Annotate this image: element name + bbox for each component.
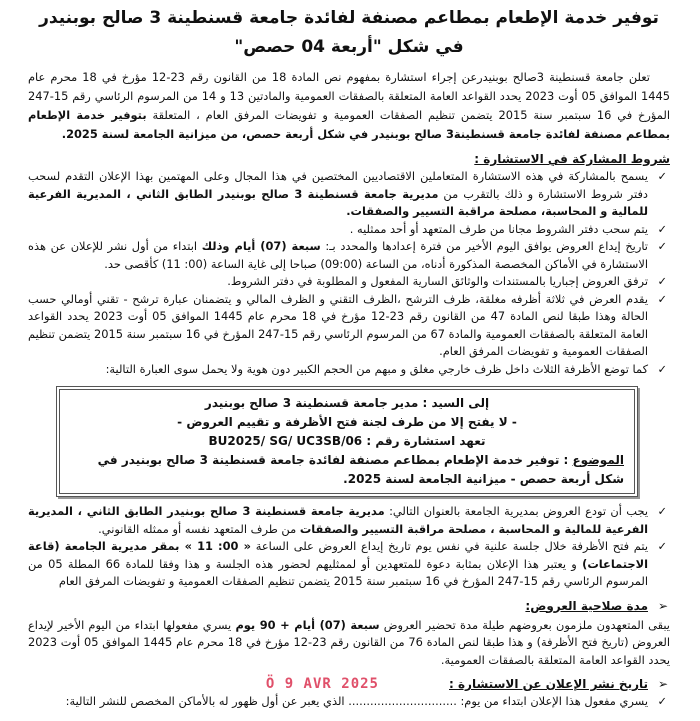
participation-conditions-list [28,168,670,378]
item-text: يجب أن تودع العروض بمديرية الجامعة بالعنوان التالي: [384,504,648,518]
list-item [28,361,670,379]
list-item [28,538,670,591]
date-blank: .............................. [348,694,457,708]
envelope-label-box [56,386,638,497]
intro-paragraph [28,68,670,144]
arrow-icon: ➢ [657,598,668,613]
title-line-1: توفير خدمة الإطعام بمطاعم مصنفة لفائدة جامعة قسنطينة 3 صالح بوبنيدر [39,8,659,28]
checkmark-icon: ✓ [657,504,667,518]
item-text: يسري مفعول هذا الإعلان ابتداء من يوم: [456,694,648,708]
title-line-2: في شكل "أربعة 04 حصص" [234,37,464,57]
checkmark-icon: ✓ [657,291,667,306]
list-item [28,503,670,538]
publication-list [28,693,670,711]
list-item [28,238,670,273]
date-stamp: Ö 9 AVR 2025 [265,676,379,692]
item-text: يسمح بالمشاركة في هذه الاستشارة المتعاملين الاقتصاديين المختصين في هذا المجال وعلى المهتمين بهذا الإعلان التقدم لسحب دفتر شروط الاستشارة و ذلك بالتقرب من [28,169,648,201]
item-text: من طرف المتعهد نفسه أو ممثله القانوني. [98,521,300,536]
checkmark-icon: ✓ [657,361,667,376]
list-item [28,221,670,239]
intro-bold-text: بتوفير خدمة الإطعام بمطاعم مصنفة لفائدة جامعة قسنطينة3 صالح بوبنيدر في شكل أربعة حصص، من ميزانية الجامعة لسنة 2025. [28,108,670,141]
checkmark-icon: ✓ [657,539,667,553]
validity-text: يسري مفعولها ابتداء من اليوم الأخير لإيداع العروض (تاريخ فتح الأظرفة) و هذا طبقا لنص المادة 76 من القانون رقم 23-12 مؤرخ في 18 محرم عام 1445 الموافق 05 أوت 2023 يحدد القواعد العامة المتعلقة بالصفقات العمومية. [28,617,670,667]
arrow-icon: ➢ [657,677,668,691]
item-text: ترفق العروض إجباريا بالمستندات والوثائق السارية المفعول و المطلوبة في دفتر الشروط. [227,274,648,288]
item-text: يتم فتح الأظرفة خلال جلسة علنية في نفس يوم تاريخ إيداع العروض على الساعة [250,539,648,553]
list-item [28,273,670,291]
checkmark-icon: ✓ [657,694,667,708]
item-bold-text: مديرية جامعة قسنطينة 3 صالح بوبنيدر الطابق الثاني ، المديرية الفرعية للمالية و المحاسبة، مصلحة مراقبة التسيير والصفقات. [28,186,648,218]
list-item [28,291,670,361]
item-text: و يعتبر هذا الإعلان بمثابة دعوة للمتعهدين أو لممثليهم لحضور هذه الجلسة و هذا وفقا للمادة 66 المطلة 05 من المرسوم الرئاسي رقم 15-247 المؤرخ في 16 سبتمبر سنة 2015 يتضمن تنظيم الصفقات العمومية و تفويضات المرفق العام [28,556,648,588]
item-bold-text: « 00: 11 » بمقر مديرية الجامعة (قاعة الاجتماعات) [28,539,648,571]
item-bold-text: سبعة (07) أيام وذلك [201,239,321,253]
validity-paragraph [28,617,670,670]
submission-list [28,503,670,591]
intro-text: تعلن جامعة قسنطينة 3صالح بوبنيدرعن إجراء استشارة بمفهوم نص المادة 18 من القانون رقم 23-12 مؤرخ في 18 محرم عام 1445 الموافق 05 أوت 2023 يحدد القواعد العامة المتعلقة بالصفقات العمومية والمادتين 13 و 14 من المرسوم الرئاسي رقم 15-247 المؤرخ في 16 سبتمبر سنة 2015 يتضمن تنظيم الصفقات العمومية و تفويضات المرفق العام ، المتعلقة [28,70,671,122]
publication-heading [28,675,670,693]
item-text: كما توضع الأظرفة الثلاث داخل ظرف خارجي مغلق و مبهم من الحجم الكبير دون هوية ولا يحمل سوى العبارة التالية: [105,361,648,376]
envelope-addressee: إلى السيد : مدير جامعة قسنطينة 3 صالح بوبنيدر [204,396,490,410]
publication-heading-text: تاريخ نشر الإعلان عن الاستشارة : [449,677,648,691]
validity-heading-text: مدة صلاحية العروض: [525,598,648,613]
list-item [28,693,670,711]
envelope-notice: - لا يفتح إلا من طرف لجنة فتح الأظرفة و تقييم العروض - [177,415,517,429]
item-bold-text: مديرية جامعة قسنطينة 3 صالح بوبنيدر الطابق الثاني ، المديرية الفرعية للمالية و المحاسبة ، مصلحة مراقبة التسيير والصفقات [28,504,648,536]
participation-heading: شروط المشاركة في الاستشارة : [474,152,670,166]
checkmark-icon: ✓ [657,169,667,183]
document-title [28,4,670,62]
checkmark-icon: ✓ [657,239,667,253]
validity-text: يبقى المتعهدون ملزمون بعروضهم طيلة مدة تحضير العروض [379,617,670,632]
item-text: يتم سحب دفتر الشروط مجانا من طرف المتعهد أو أحد ممثليه . [349,221,648,236]
validity-heading [28,597,670,615]
subject-text: : توفير خدمة الإطعام بمطاعم مصنفة لفائدة جامعة قسنطينة 3 صالح بوبنيدر في شكل أربعة حصص - ميزانية الجامعة لسنة 2025. [97,453,624,486]
checkmark-icon: ✓ [657,221,667,236]
item-text: تاريخ إيداع العروض يوافق اليوم الأخير من فترة إعدادها والمحدد بـ: [320,239,648,253]
item-text: يقدم العرض في ثلاثة أظرفه مغلقة، ظرف الترشح ،الظرف التقني و الظرف المالي و يتضمنان عبارة ترشح - تقني أومالي حسب الحالة وهذا طبقا لنص المادة 47 من القانون رقم 23-12 مؤرخ في 18 محرم عام 1445 الموافق 05 أوت 2023 يحدد القواعد العامة المتعلقة بالصفقات العمومية والمادة 67 من المرسوم الرئاسي رقم 15-247 المؤرخ في 16 سبتمبر سنة 2015 يتضمن تنظيم الصفقات العمومية و تفويضات المرفق العام. [28,291,649,358]
envelope-subject [70,451,624,489]
subject-label: الموضوع [572,453,624,467]
list-item [28,168,670,221]
validity-bold-text: سبعة (07) أيام + 90 يوم [235,617,380,632]
item-text: ابتداء من أول نشر للإعلان عن هذه الاستشارة في الأماكن المخصصة المذكورة أدناه، من الساعة (09:00) صباحا إلى غاية الساعة (00: 11) كأقصى حد. [28,239,648,271]
checkmark-icon: ✓ [657,274,667,288]
item-text: الذي يعبر عن أول ظهور له بالأماكن المخصص للنشر التالية: [65,694,349,708]
envelope-reference: تعهد استشارة رقم : BU2025/ SG/ UC3SB/06 [208,434,486,448]
